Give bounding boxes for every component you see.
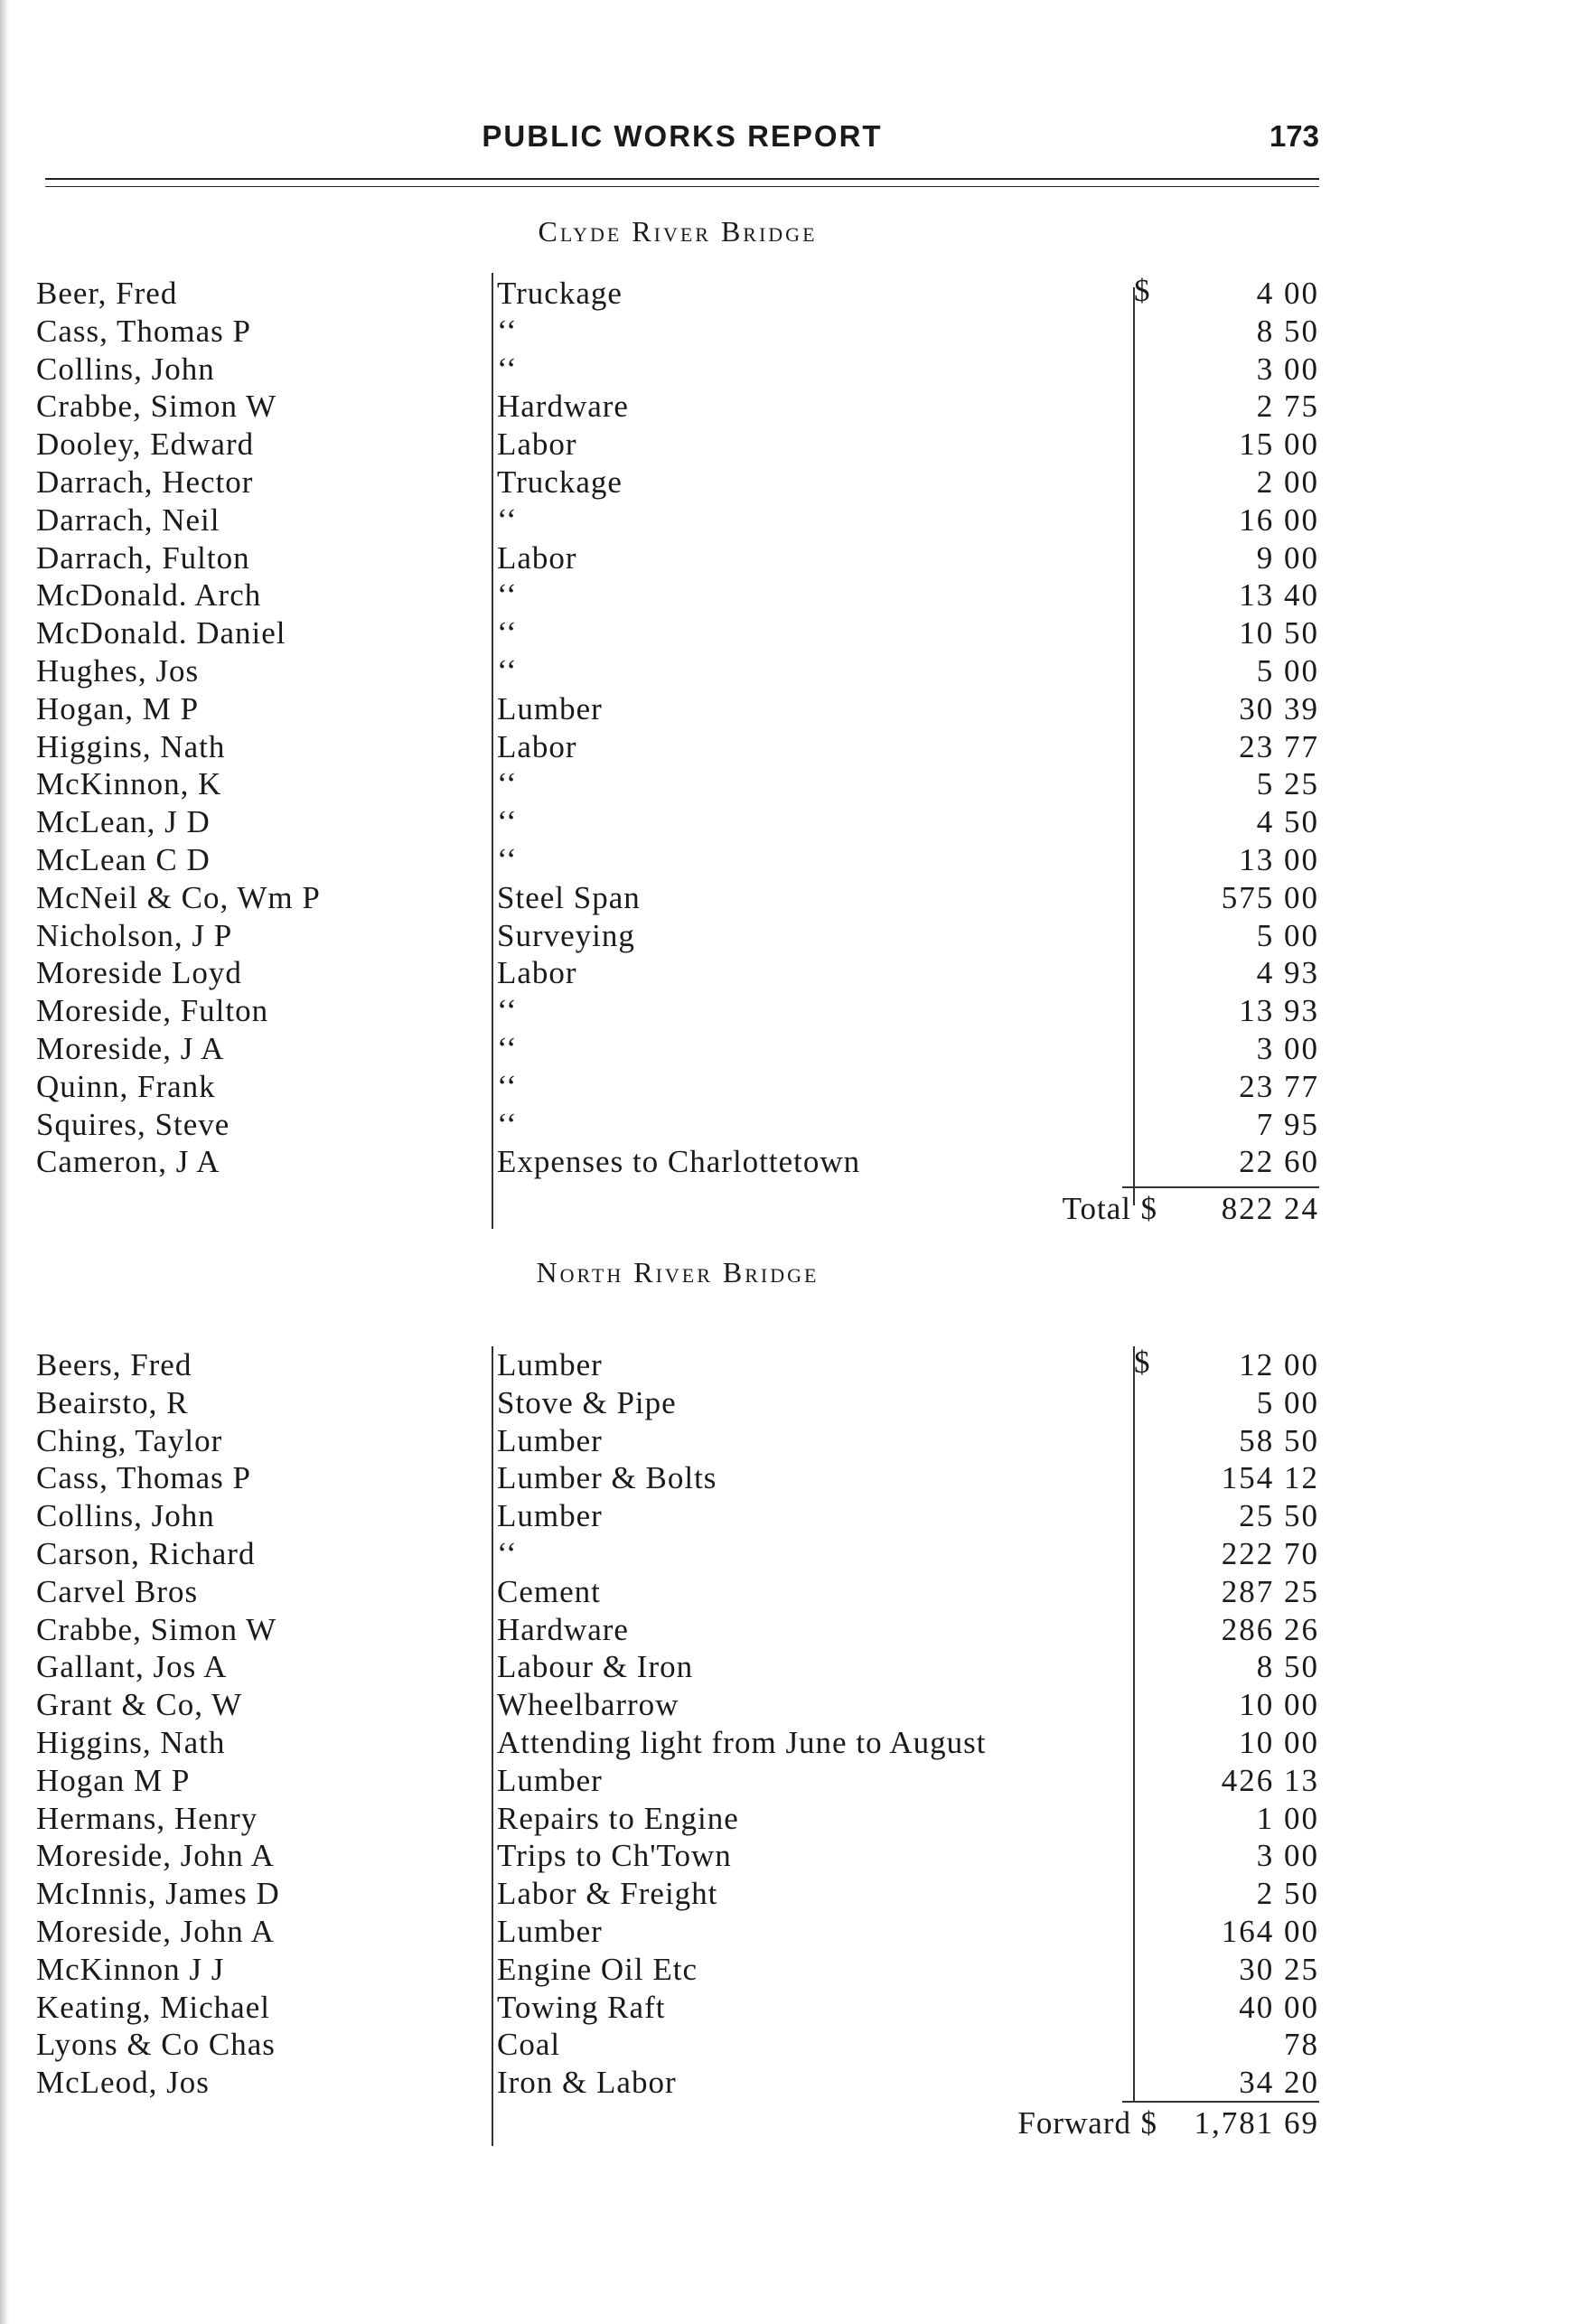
ledger-row xyxy=(36,1030,1319,1068)
item-description: ‘‘ xyxy=(497,1106,518,1142)
section-title: Clyde River Bridge xyxy=(538,215,818,248)
ledger-row xyxy=(36,1497,1319,1535)
amount: 78 xyxy=(1284,2027,1319,2063)
item-description: ‘‘ xyxy=(497,577,518,614)
amount: 286 26 xyxy=(1221,1611,1319,1647)
item-description: Lumber xyxy=(497,1422,603,1458)
ledger-row xyxy=(36,1875,1319,1913)
item-description: ‘‘ xyxy=(497,993,518,1029)
amount: 30 39 xyxy=(1239,690,1319,726)
ledger-row xyxy=(36,1068,1319,1106)
page-header xyxy=(45,116,1319,161)
amount: 15 00 xyxy=(1239,426,1319,463)
ledger-row xyxy=(36,879,1319,917)
payee-name: Cass, Thomas P xyxy=(36,1460,251,1496)
item-description: Trips to Ch'Town xyxy=(497,1838,732,1874)
amount: 13 00 xyxy=(1239,841,1319,877)
ledger-row xyxy=(36,351,1319,389)
payee-name: Beairsto, R xyxy=(36,1384,189,1420)
amount: 426 13 xyxy=(1221,1762,1319,1798)
amount: 2 00 xyxy=(1256,464,1319,500)
ledger-row xyxy=(36,1535,1319,1573)
ledger-row xyxy=(36,464,1319,501)
payee-name: Lyons & Co Chas xyxy=(36,2027,276,2063)
ledger-row xyxy=(36,992,1319,1030)
amount: 2 75 xyxy=(1256,389,1319,425)
total-row xyxy=(940,1189,1319,1229)
payee-name: Beer, Fred xyxy=(36,276,178,311)
section-north-river-bridge xyxy=(36,1256,1319,2160)
payee-name: Nicholson, J P xyxy=(36,917,233,953)
total-amount: 822 24 xyxy=(1221,1191,1319,1226)
item-description: Iron & Labor xyxy=(497,2065,677,2101)
ledger-row xyxy=(36,728,1319,766)
amount: 4 93 xyxy=(1256,955,1319,991)
ledger-row xyxy=(36,652,1319,690)
payee-name: Higgins, Nath xyxy=(36,1724,226,1760)
ledger-row xyxy=(36,539,1319,577)
payee-name: McLeod, Jos xyxy=(36,2065,210,2101)
ledger-row xyxy=(36,1611,1319,1649)
amount: 12 00 xyxy=(1239,1347,1319,1382)
item-description: ‘‘ xyxy=(497,1535,518,1571)
amount: 8 50 xyxy=(1256,1649,1319,1685)
ledger-row xyxy=(36,426,1319,464)
amount: 25 50 xyxy=(1239,1498,1319,1534)
payee-name: Keating, Michael xyxy=(36,1989,270,2025)
ledger-row xyxy=(36,1106,1319,1144)
ledger-row xyxy=(36,841,1319,879)
amount: 2 50 xyxy=(1256,1876,1319,1912)
item-description: Labour & Iron xyxy=(497,1649,694,1685)
item-description: Lumber xyxy=(497,1347,603,1382)
item-description: Truckage xyxy=(497,464,623,500)
item-description: Hardware xyxy=(497,389,629,425)
ledger-row xyxy=(36,803,1319,841)
item-description: Engine Oil Etc xyxy=(497,1951,698,1987)
ledger-row xyxy=(36,1762,1319,1800)
item-description: ‘‘ xyxy=(497,766,518,802)
ledger-row xyxy=(36,1459,1319,1497)
ledger-row xyxy=(36,1951,1319,1989)
total-currency-symbol: $ xyxy=(1140,2105,1157,2141)
item-description: ‘‘ xyxy=(497,313,518,349)
total-label: Forward xyxy=(1017,2105,1131,2141)
ledger-row xyxy=(36,954,1319,992)
item-description: ‘‘ xyxy=(497,1030,518,1066)
amount: 10 50 xyxy=(1239,615,1319,651)
item-description: Hardware xyxy=(497,1611,629,1647)
payee-name: Cass, Thomas P xyxy=(36,313,251,349)
payee-name: Darrach, Hector xyxy=(36,464,254,500)
payee-name: Moreside, John A xyxy=(36,1838,275,1874)
total-rule xyxy=(1122,1186,1319,1188)
amount: 3 00 xyxy=(1256,1030,1319,1066)
payee-name: McKinnon, K xyxy=(36,766,222,802)
amount: 34 20 xyxy=(1239,2065,1319,2101)
item-description: ‘‘ xyxy=(497,615,518,651)
payee-name: Hughes, Jos xyxy=(36,652,200,689)
payee-name: Squires, Steve xyxy=(36,1106,230,1142)
payee-name: Moreside, J A xyxy=(36,1030,225,1066)
payee-name: Ching, Taylor xyxy=(36,1422,223,1458)
amount: 22 60 xyxy=(1239,1144,1319,1180)
item-description: Lumber xyxy=(497,1498,603,1534)
payee-name: McDonald. Daniel xyxy=(36,615,286,651)
ledger-row xyxy=(36,1648,1319,1686)
amount: 23 77 xyxy=(1239,728,1319,764)
item-description: Surveying xyxy=(497,917,635,953)
ledger-row xyxy=(36,1913,1319,1951)
payee-name: Carvel Bros xyxy=(36,1573,199,1609)
amount: 9 00 xyxy=(1256,539,1319,576)
payee-name: McKinnon J J xyxy=(36,1951,225,1987)
header-rule-top xyxy=(45,178,1319,180)
ledger-row xyxy=(36,275,1319,313)
ledger-row xyxy=(36,765,1319,803)
ledger-row xyxy=(36,1422,1319,1460)
ledger-row xyxy=(36,1989,1319,2027)
item-description: Expenses to Charlottetown xyxy=(497,1144,861,1180)
payee-name: Collins, John xyxy=(36,1498,215,1534)
item-description: Coal xyxy=(497,2027,561,2063)
currency-symbol: $ xyxy=(1134,1345,1150,1380)
ledger-rows xyxy=(36,275,1319,1181)
item-description: ‘‘ xyxy=(497,804,518,840)
item-description: Labor xyxy=(497,426,577,463)
amount: 16 00 xyxy=(1239,501,1319,538)
ledger-row xyxy=(36,2026,1319,2064)
amount: 40 00 xyxy=(1239,1989,1319,2025)
item-description: Lumber xyxy=(497,1913,603,1949)
page-edge-shadow xyxy=(0,0,9,2324)
item-description: Stove & Pipe xyxy=(497,1384,677,1420)
amount: 164 00 xyxy=(1221,1913,1319,1949)
ledger-row xyxy=(36,1837,1319,1875)
page-number: 173 xyxy=(1269,119,1319,153)
payee-name: McDonald. Arch xyxy=(36,577,262,614)
amount: 7 95 xyxy=(1256,1106,1319,1142)
total-row xyxy=(940,2104,1319,2143)
ledger-row xyxy=(36,1143,1319,1181)
payee-name: Hermans, Henry xyxy=(36,1800,258,1836)
item-description: Towing Raft xyxy=(497,1989,666,2025)
amount: 13 40 xyxy=(1239,577,1319,614)
ledger-row xyxy=(36,690,1319,728)
ledger-row xyxy=(36,1800,1319,1838)
item-description: ‘‘ xyxy=(497,501,518,538)
item-description: ‘‘ xyxy=(497,652,518,689)
item-description: ‘‘ xyxy=(497,1068,518,1104)
payee-name: McLean, J D xyxy=(36,804,211,840)
amount: 13 93 xyxy=(1239,993,1319,1029)
ledger-rows xyxy=(36,1346,1319,2102)
ledger-row xyxy=(36,614,1319,652)
item-description: Labor xyxy=(497,728,577,764)
item-description: Labor xyxy=(497,539,577,576)
payee-name: Hogan, M P xyxy=(36,690,200,726)
amount: 23 77 xyxy=(1239,1068,1319,1104)
ledger-row xyxy=(36,1573,1319,1611)
amount: 3 00 xyxy=(1256,1838,1319,1874)
item-description: Cement xyxy=(497,1573,601,1609)
payee-name: Beers, Fred xyxy=(36,1347,192,1382)
payee-name: Darrach, Fulton xyxy=(36,539,250,576)
item-description: Wheelbarrow xyxy=(497,1687,679,1723)
payee-name: Grant & Co, W xyxy=(36,1687,243,1723)
payee-name: Darrach, Neil xyxy=(36,501,220,538)
item-description: Labor & Freight xyxy=(497,1876,718,1912)
payee-name: Hogan M P xyxy=(36,1762,191,1798)
running-title: PUBLIC WORKS REPORT xyxy=(482,119,883,153)
payee-name: Collins, John xyxy=(36,351,215,387)
payee-name: Moreside, John A xyxy=(36,1913,275,1949)
section-clyde-river-bridge xyxy=(36,215,1319,1245)
total-rule xyxy=(1122,2101,1319,2103)
payee-name: Moreside, Fulton xyxy=(36,993,269,1029)
item-description: Lumber xyxy=(497,1762,603,1798)
payee-name: Carson, Richard xyxy=(36,1535,256,1571)
amount: 5 25 xyxy=(1256,766,1319,802)
item-description: Repairs to Engine xyxy=(497,1800,739,1836)
amount: 8 50 xyxy=(1256,313,1319,349)
payee-name: McInnis, James D xyxy=(36,1876,280,1912)
header-rule-bottom xyxy=(45,186,1319,187)
amount: 30 25 xyxy=(1239,1951,1319,1987)
item-description: ‘‘ xyxy=(497,351,518,387)
item-description: Lumber & Bolts xyxy=(497,1460,717,1496)
payee-name: Quinn, Frank xyxy=(36,1068,216,1104)
ledger-row xyxy=(36,1346,1319,1384)
amount: 1 00 xyxy=(1256,1800,1319,1836)
total-amount: 1,781 69 xyxy=(1194,2105,1319,2141)
payee-name: Gallant, Jos A xyxy=(36,1649,228,1685)
payee-name: Cameron, J A xyxy=(36,1144,220,1180)
payee-name: Higgins, Nath xyxy=(36,728,226,764)
amount: 4 00 xyxy=(1256,276,1319,311)
item-description: Steel Span xyxy=(497,879,641,915)
ledger-row xyxy=(36,1686,1319,1724)
ledger-row xyxy=(36,1724,1319,1762)
ledger-row xyxy=(36,1384,1319,1422)
payee-name: Dooley, Edward xyxy=(36,426,255,463)
item-description: Labor xyxy=(497,955,577,991)
ledger-row xyxy=(36,501,1319,539)
payee-name: McNeil & Co, Wm P xyxy=(36,879,321,915)
amount: 287 25 xyxy=(1221,1573,1319,1609)
item-description: Lumber xyxy=(497,690,603,726)
item-description: Attending light from June to August xyxy=(497,1724,987,1760)
ledger-row xyxy=(36,313,1319,351)
currency-symbol: $ xyxy=(1134,273,1150,308)
amount: 5 00 xyxy=(1256,1384,1319,1420)
amount: 4 50 xyxy=(1256,804,1319,840)
amount: 154 12 xyxy=(1221,1460,1319,1496)
payee-name: Crabbe, Simon W xyxy=(36,1611,277,1647)
section-title: North River Bridge xyxy=(536,1256,820,1289)
payee-name: Crabbe, Simon W xyxy=(36,389,277,425)
payee-name: Moreside Loyd xyxy=(36,955,242,991)
ledger-row xyxy=(36,917,1319,955)
item-description: ‘‘ xyxy=(497,841,518,877)
amount: 5 00 xyxy=(1256,652,1319,689)
amount: 10 00 xyxy=(1239,1687,1319,1723)
payee-name: McLean C D xyxy=(36,841,211,877)
total-label: Total xyxy=(1062,1191,1131,1226)
ledger-row xyxy=(36,576,1319,614)
amount: 222 70 xyxy=(1221,1535,1319,1571)
amount: 10 00 xyxy=(1239,1724,1319,1760)
item-description: Truckage xyxy=(497,276,623,311)
total-currency-symbol: $ xyxy=(1140,1191,1157,1226)
amount: 575 00 xyxy=(1221,879,1319,915)
amount: 58 50 xyxy=(1239,1422,1319,1458)
ledger-row xyxy=(36,388,1319,426)
ledger-row xyxy=(36,2064,1319,2102)
amount: 3 00 xyxy=(1256,351,1319,387)
amount: 5 00 xyxy=(1256,917,1319,953)
